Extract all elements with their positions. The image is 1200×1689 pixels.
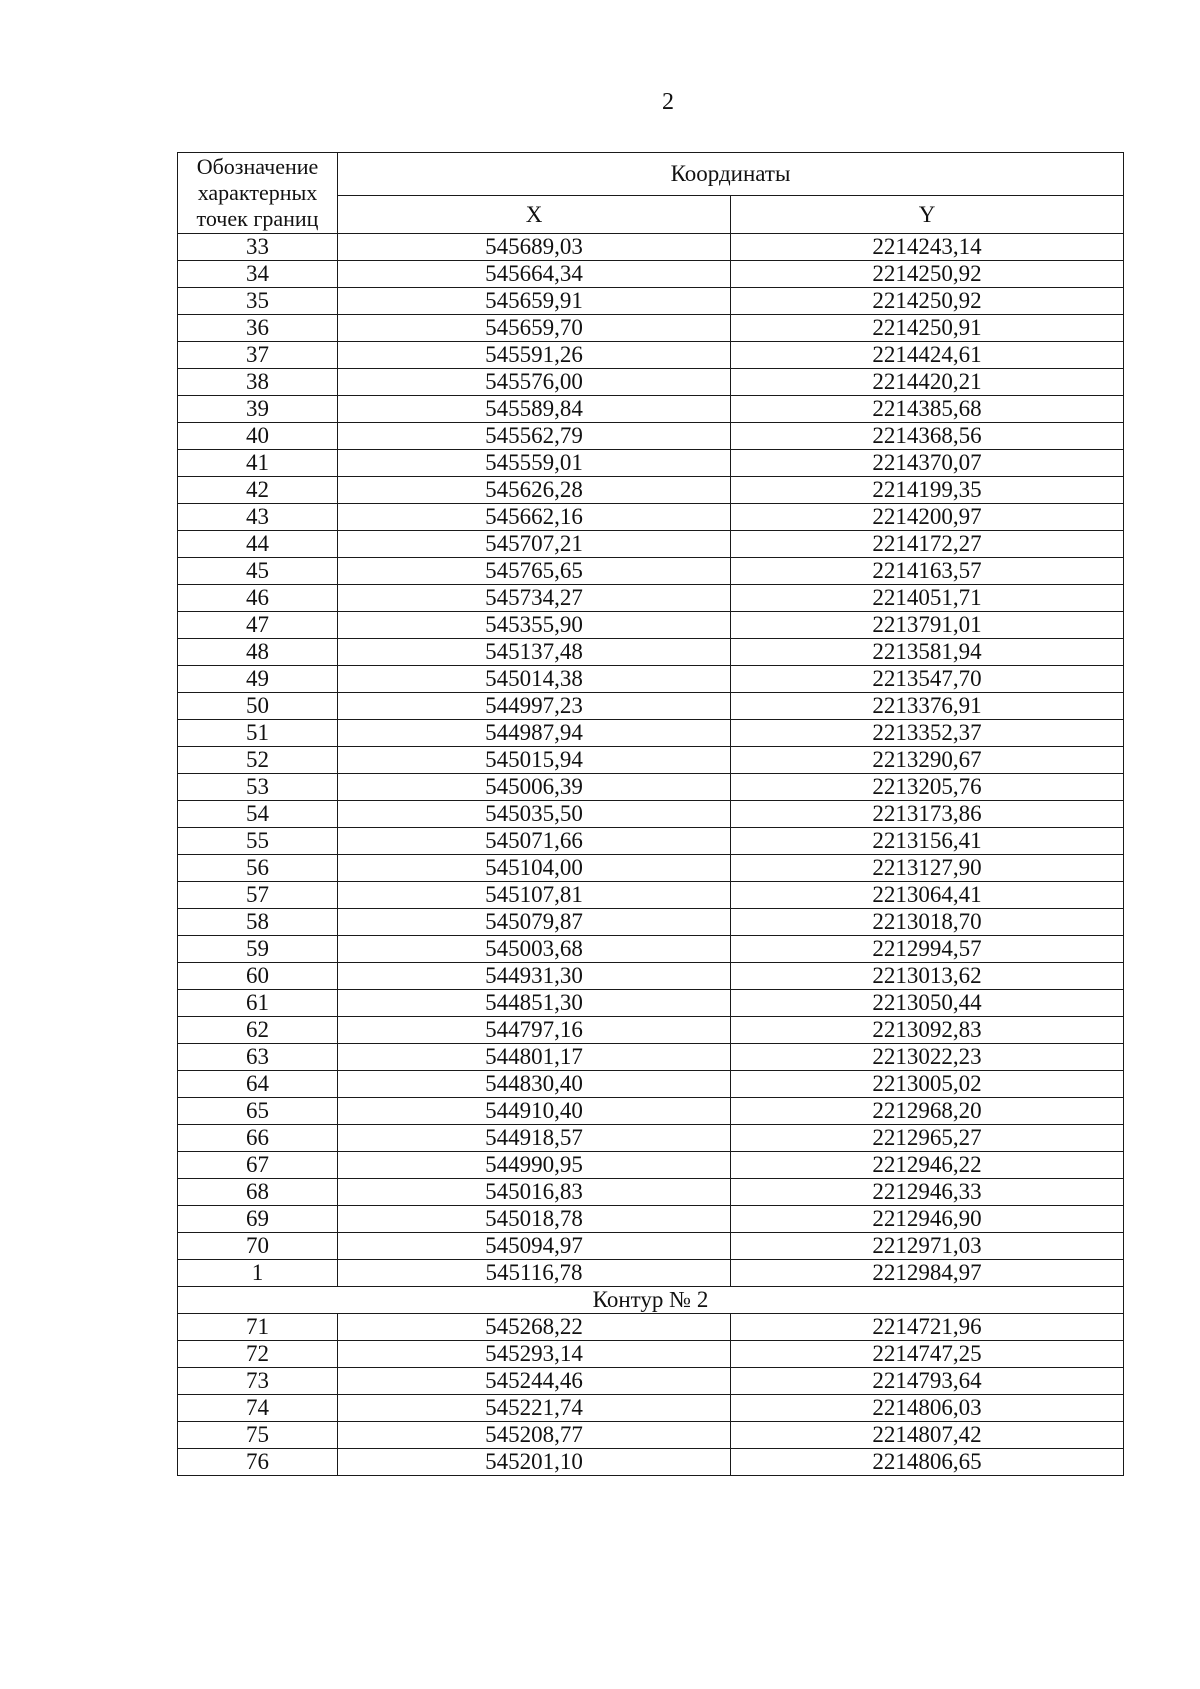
- y-coordinate-cell: 2213156,41: [731, 828, 1124, 855]
- point-id-cell: 36: [178, 315, 338, 342]
- contour-2-label: Контур № 2: [178, 1287, 1124, 1314]
- table-row: [178, 585, 1124, 612]
- y-coordinate-cell: 2212968,20: [731, 1098, 1124, 1125]
- table-row: [178, 1017, 1124, 1044]
- point-id-cell: 41: [178, 450, 338, 477]
- table-row: [178, 423, 1124, 450]
- point-id-cell: 70: [178, 1233, 338, 1260]
- point-id-cell: 76: [178, 1449, 338, 1476]
- x-coordinate-cell: 545071,66: [338, 828, 731, 855]
- table-row: [178, 747, 1124, 774]
- y-coordinate-cell: 2214806,03: [731, 1395, 1124, 1422]
- table-row: [178, 315, 1124, 342]
- point-id-cell: 65: [178, 1098, 338, 1125]
- x-coordinate-cell: 545293,14: [338, 1341, 731, 1368]
- point-id-cell: 35: [178, 288, 338, 315]
- y-coordinate-cell: 2213064,41: [731, 882, 1124, 909]
- point-designation-header: Обозначение характерных точек границ: [178, 153, 338, 234]
- x-coordinate-cell: 545734,27: [338, 585, 731, 612]
- x-coordinate-cell: 545244,46: [338, 1368, 731, 1395]
- point-id-cell: 46: [178, 585, 338, 612]
- x-coordinate-cell: 545589,84: [338, 396, 731, 423]
- point-id-cell: 71: [178, 1314, 338, 1341]
- point-id-cell: 68: [178, 1179, 338, 1206]
- y-column-header: Y: [731, 195, 1124, 233]
- table-row: [178, 693, 1124, 720]
- point-id-cell: 33: [178, 234, 338, 261]
- table-row: [178, 1422, 1124, 1449]
- x-coordinate-cell: 544910,40: [338, 1098, 731, 1125]
- table-row: [178, 1233, 1124, 1260]
- table-row: [178, 1206, 1124, 1233]
- x-coordinate-cell: 545664,34: [338, 261, 731, 288]
- y-coordinate-cell: 2213127,90: [731, 855, 1124, 882]
- x-coordinate-cell: 544997,23: [338, 693, 731, 720]
- point-id-cell: 44: [178, 531, 338, 558]
- table-row: [178, 558, 1124, 585]
- y-coordinate-cell: 2213205,76: [731, 774, 1124, 801]
- x-coordinate-cell: 545016,83: [338, 1179, 731, 1206]
- point-id-cell: 42: [178, 477, 338, 504]
- table-row: [178, 1341, 1124, 1368]
- y-coordinate-cell: 2214807,42: [731, 1422, 1124, 1449]
- point-id-cell: 59: [178, 936, 338, 963]
- table-row: [178, 963, 1124, 990]
- x-coordinate-cell: 545208,77: [338, 1422, 731, 1449]
- x-coordinate-cell: 545626,28: [338, 477, 731, 504]
- point-id-cell: 1: [178, 1260, 338, 1287]
- table-row: [178, 666, 1124, 693]
- table-row: [178, 909, 1124, 936]
- point-id-cell: 57: [178, 882, 338, 909]
- y-coordinate-cell: 2212994,57: [731, 936, 1124, 963]
- point-id-cell: 73: [178, 1368, 338, 1395]
- table-row: [178, 531, 1124, 558]
- point-id-cell: 40: [178, 423, 338, 450]
- table-row: [178, 450, 1124, 477]
- point-id-cell: 56: [178, 855, 338, 882]
- coordinates-table: [177, 152, 1124, 1476]
- x-coordinate-cell: 545006,39: [338, 774, 731, 801]
- point-id-cell: 74: [178, 1395, 338, 1422]
- table-row: [178, 774, 1124, 801]
- point-id-cell: 72: [178, 1341, 338, 1368]
- point-id-cell: 75: [178, 1422, 338, 1449]
- point-id-cell: 69: [178, 1206, 338, 1233]
- y-coordinate-cell: 2213092,83: [731, 1017, 1124, 1044]
- point-id-cell: 37: [178, 342, 338, 369]
- y-coordinate-cell: 2213581,94: [731, 639, 1124, 666]
- table-row: [178, 1125, 1124, 1152]
- point-id-cell: 38: [178, 369, 338, 396]
- point-id-cell: 48: [178, 639, 338, 666]
- table-row: [178, 639, 1124, 666]
- x-coordinate-cell: 544987,94: [338, 720, 731, 747]
- y-coordinate-cell: 2214200,97: [731, 504, 1124, 531]
- coordinates-header: Координаты: [338, 153, 1124, 196]
- table-row: [178, 1152, 1124, 1179]
- table-row: [178, 1098, 1124, 1125]
- y-coordinate-cell: 2214051,71: [731, 585, 1124, 612]
- x-coordinate-cell: 545015,94: [338, 747, 731, 774]
- point-id-cell: 39: [178, 396, 338, 423]
- y-coordinate-cell: 2214370,07: [731, 450, 1124, 477]
- table-row: [178, 720, 1124, 747]
- x-coordinate-cell: 544851,30: [338, 990, 731, 1017]
- x-coordinate-cell: 545018,78: [338, 1206, 731, 1233]
- table-row: [178, 234, 1124, 261]
- y-coordinate-cell: 2214250,92: [731, 288, 1124, 315]
- x-coordinate-cell: 545765,65: [338, 558, 731, 585]
- table-row: [178, 369, 1124, 396]
- point-id-cell: 45: [178, 558, 338, 585]
- point-id-cell: 58: [178, 909, 338, 936]
- y-coordinate-cell: 2213290,67: [731, 747, 1124, 774]
- y-coordinate-cell: 2212946,22: [731, 1152, 1124, 1179]
- y-coordinate-cell: 2212965,27: [731, 1125, 1124, 1152]
- x-coordinate-cell: 545559,01: [338, 450, 731, 477]
- point-id-cell: 43: [178, 504, 338, 531]
- point-id-cell: 34: [178, 261, 338, 288]
- y-coordinate-cell: 2213018,70: [731, 909, 1124, 936]
- y-coordinate-cell: 2214368,56: [731, 423, 1124, 450]
- table-row: [178, 288, 1124, 315]
- y-coordinate-cell: 2214806,65: [731, 1449, 1124, 1476]
- contour-1-rows: [178, 234, 1124, 1287]
- x-coordinate-cell: 545104,00: [338, 855, 731, 882]
- x-coordinate-cell: 544797,16: [338, 1017, 731, 1044]
- x-coordinate-cell: 545591,26: [338, 342, 731, 369]
- y-coordinate-cell: 2213352,37: [731, 720, 1124, 747]
- y-coordinate-cell: 2214243,14: [731, 234, 1124, 261]
- table-row: [178, 990, 1124, 1017]
- point-id-cell: 61: [178, 990, 338, 1017]
- contour-2-rows: [178, 1314, 1124, 1476]
- y-coordinate-cell: 2214793,64: [731, 1368, 1124, 1395]
- y-coordinate-cell: 2214172,27: [731, 531, 1124, 558]
- x-coordinate-cell: 545107,81: [338, 882, 731, 909]
- point-id-cell: 49: [178, 666, 338, 693]
- x-coordinate-cell: 544918,57: [338, 1125, 731, 1152]
- x-coordinate-cell: 545707,21: [338, 531, 731, 558]
- table-row: [178, 882, 1124, 909]
- x-coordinate-cell: 545662,16: [338, 504, 731, 531]
- point-id-cell: 60: [178, 963, 338, 990]
- y-coordinate-cell: 2213547,70: [731, 666, 1124, 693]
- y-coordinate-cell: 2214721,96: [731, 1314, 1124, 1341]
- y-coordinate-cell: 2214420,21: [731, 369, 1124, 396]
- y-coordinate-cell: 2214747,25: [731, 1341, 1124, 1368]
- table-row: [178, 1314, 1124, 1341]
- page-number: 2: [662, 89, 674, 115]
- x-coordinate-cell: 545221,74: [338, 1395, 731, 1422]
- table-row: [178, 1395, 1124, 1422]
- y-coordinate-cell: 2213791,01: [731, 612, 1124, 639]
- y-coordinate-cell: 2212984,97: [731, 1260, 1124, 1287]
- point-id-cell: 53: [178, 774, 338, 801]
- table-row: [178, 1449, 1124, 1476]
- table-row: [178, 801, 1124, 828]
- x-coordinate-cell: 544990,95: [338, 1152, 731, 1179]
- table-row: [178, 1071, 1124, 1098]
- y-coordinate-cell: 2212971,03: [731, 1233, 1124, 1260]
- table-row: [178, 504, 1124, 531]
- x-coordinate-cell: 545689,03: [338, 234, 731, 261]
- x-coordinate-cell: 545094,97: [338, 1233, 731, 1260]
- y-coordinate-cell: 2212946,90: [731, 1206, 1124, 1233]
- x-coordinate-cell: 544830,40: [338, 1071, 731, 1098]
- point-id-cell: 51: [178, 720, 338, 747]
- point-id-cell: 64: [178, 1071, 338, 1098]
- x-coordinate-cell: 545035,50: [338, 801, 731, 828]
- y-coordinate-cell: 2214163,57: [731, 558, 1124, 585]
- point-id-cell: 63: [178, 1044, 338, 1071]
- table-row: [178, 855, 1124, 882]
- point-id-cell: 55: [178, 828, 338, 855]
- point-id-cell: 67: [178, 1152, 338, 1179]
- x-coordinate-cell: 545116,78: [338, 1260, 731, 1287]
- y-coordinate-cell: 2214250,92: [731, 261, 1124, 288]
- x-coordinate-cell: 545268,22: [338, 1314, 731, 1341]
- point-id-cell: 50: [178, 693, 338, 720]
- point-id-cell: 52: [178, 747, 338, 774]
- x-coordinate-cell: 545659,91: [338, 288, 731, 315]
- table-row: [178, 396, 1124, 423]
- table-row: [178, 1368, 1124, 1395]
- x-column-header: X: [338, 195, 731, 233]
- y-coordinate-cell: 2212946,33: [731, 1179, 1124, 1206]
- table-row: [178, 1260, 1124, 1287]
- table-row: [178, 1179, 1124, 1206]
- y-coordinate-cell: 2214385,68: [731, 396, 1124, 423]
- table-row: [178, 936, 1124, 963]
- x-coordinate-cell: 545355,90: [338, 612, 731, 639]
- x-coordinate-cell: 545014,38: [338, 666, 731, 693]
- y-coordinate-cell: 2213376,91: [731, 693, 1124, 720]
- table-row: [178, 342, 1124, 369]
- x-coordinate-cell: 545079,87: [338, 909, 731, 936]
- x-coordinate-cell: 544931,30: [338, 963, 731, 990]
- x-coordinate-cell: 545201,10: [338, 1449, 731, 1476]
- y-coordinate-cell: 2214199,35: [731, 477, 1124, 504]
- point-id-cell: 54: [178, 801, 338, 828]
- point-id-cell: 66: [178, 1125, 338, 1152]
- point-id-cell: 47: [178, 612, 338, 639]
- x-coordinate-cell: 545003,68: [338, 936, 731, 963]
- table-row: [178, 261, 1124, 288]
- contour-2-section: [178, 1287, 1124, 1314]
- y-coordinate-cell: 2213173,86: [731, 801, 1124, 828]
- x-coordinate-cell: 544801,17: [338, 1044, 731, 1071]
- table-row: [178, 612, 1124, 639]
- y-coordinate-cell: 2213022,23: [731, 1044, 1124, 1071]
- y-coordinate-cell: 2213050,44: [731, 990, 1124, 1017]
- x-coordinate-cell: 545659,70: [338, 315, 731, 342]
- y-coordinate-cell: 2213013,62: [731, 963, 1124, 990]
- table-row: [178, 828, 1124, 855]
- y-coordinate-cell: 2214424,61: [731, 342, 1124, 369]
- y-coordinate-cell: 2214250,91: [731, 315, 1124, 342]
- point-id-cell: 62: [178, 1017, 338, 1044]
- x-coordinate-cell: 545137,48: [338, 639, 731, 666]
- y-coordinate-cell: 2213005,02: [731, 1071, 1124, 1098]
- x-coordinate-cell: 545576,00: [338, 369, 731, 396]
- table-row: [178, 1044, 1124, 1071]
- x-coordinate-cell: 545562,79: [338, 423, 731, 450]
- table-row: [178, 477, 1124, 504]
